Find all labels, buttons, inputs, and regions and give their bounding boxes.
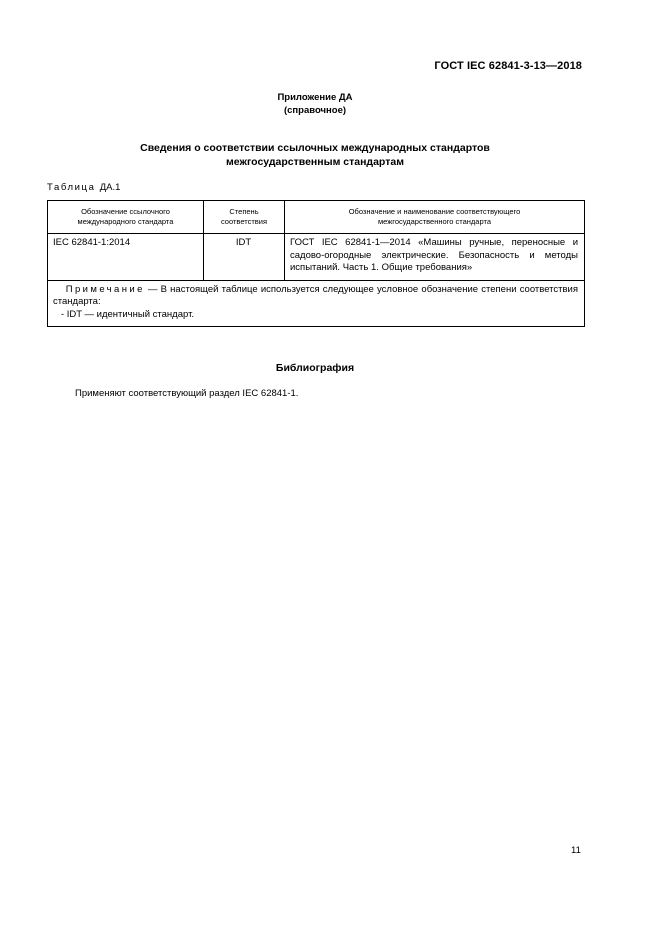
table-caption	[47, 182, 120, 193]
table-row	[48, 234, 585, 281]
table-header-row	[48, 201, 585, 234]
section-title	[0, 141, 630, 169]
column-header-international: Обозначение ссылочного международного стандарта	[48, 201, 204, 234]
table-note-row	[48, 280, 585, 327]
table-caption-number: ДА.1	[99, 182, 121, 193]
document-number: ГОСТ IEC 62841-3-13—2018	[434, 60, 582, 72]
note-lead: Примечание	[65, 283, 145, 295]
note-text: В настоящей таблице используется следующее условное обозначение степени соответствия стандарта:	[53, 283, 579, 307]
table-caption-word: Таблица	[47, 182, 96, 193]
note-paragraph	[53, 284, 578, 309]
section-title-line-2: межгосударственным стандартам	[226, 156, 404, 168]
standards-correspondence-table	[47, 200, 585, 327]
table-note	[48, 280, 585, 327]
cell-national-standard: ГОСТ IEC 62841-1—2014 «Машины ручные, переносные и садово-огородные электрические. Безопасность и методы испытаний. Часть 1. Общие требования»	[285, 234, 585, 281]
bibliography-title: Библиография	[275, 362, 355, 374]
note-dash: —	[144, 283, 161, 295]
cell-degree: IDT	[204, 234, 285, 281]
page-number: 11	[571, 845, 581, 856]
note-item: - IDT — идентичный стандарт.	[60, 308, 195, 320]
column-header-degree: Степень соответствия	[204, 201, 285, 234]
appendix-heading	[0, 91, 630, 117]
appendix-title: Приложение ДА	[277, 92, 353, 103]
appendix-subtitle: (справочное)	[283, 105, 347, 116]
column-header-national: Обозначение и наименование соответствующего межгосударственного стандарта	[285, 201, 585, 234]
section-title-line-1: Сведения о соответствии ссылочных международных стандартов	[140, 142, 490, 154]
bibliography-text: Применяют соответствующий раздел IEC 62841-1.	[75, 388, 299, 399]
cell-international-standard: IEC 62841-1:2014	[48, 234, 204, 281]
